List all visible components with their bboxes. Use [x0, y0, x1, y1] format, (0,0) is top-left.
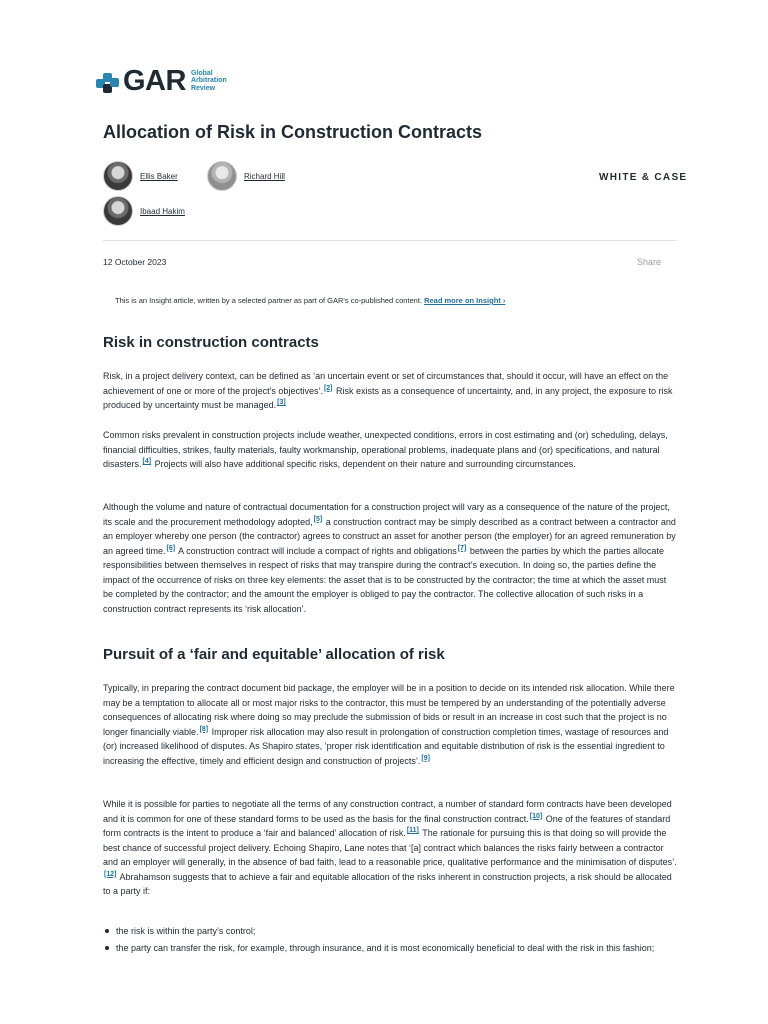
- paragraph-text: a construction contract may be simply described as a contract between a contractor and an employer whereby one person (the contractor) agrees to construct an asset for another person (the employer) for an agreed remuneration by an agreed time.: [103, 516, 676, 556]
- paragraph: [103, 500, 678, 616]
- author-link[interactable]: Ellis Baker: [140, 171, 178, 181]
- footnote-link[interactable]: [9]: [421, 754, 430, 762]
- footnote-link[interactable]: [2]: [323, 384, 333, 392]
- publish-date: 12 October 2023: [103, 257, 167, 267]
- paragraph-text: between the parties by which the parties allocate responsibilities between themselves in respect of risks that may transpire during the contract’s execution. In doing so, the parties define the impact of the occurrence of risks on three key elements: the asset that is to be constructed by the contractor; the time at which the asset must be completed by the contractor; and the amount the employer is obliged to pay the contractor. The collective allocation of such risks in a construction contract represents its ‘risk allocation’.: [103, 545, 667, 614]
- paragraph: [103, 369, 678, 413]
- section-heading-pursuit: Pursuit of a ‘fair and equitable’ allocation of risk: [103, 646, 445, 663]
- footnote-link[interactable]: [8]: [199, 725, 209, 733]
- logo-wordmark: GAR: [123, 65, 186, 97]
- footnote-link[interactable]: [7]: [457, 544, 467, 552]
- footnote-link[interactable]: [10]: [529, 812, 543, 820]
- paragraph: [103, 681, 678, 768]
- paragraph-text: Projects will also have additional specific risks, dependent on their nature and surrounding circumstances.: [152, 459, 576, 469]
- footnote-link[interactable]: [5]: [313, 515, 323, 523]
- author-link[interactable]: Ibaad Hakim: [140, 206, 185, 216]
- footnote-link[interactable]: [12]: [104, 870, 117, 878]
- footnote-link[interactable]: [4]: [142, 458, 152, 465]
- chevron-right-icon: ›: [502, 296, 506, 305]
- section-heading-risk: Risk in construction contracts: [103, 334, 319, 351]
- footnote-link[interactable]: [6]: [166, 544, 176, 552]
- avatar: [207, 161, 237, 191]
- paragraph-text: While it is possible for parties to negotiate all the terms of any construction contract, a number of standard form contracts have been developed and it is common for one of these standard forms to be used as the basis for the final construction contract.: [103, 799, 672, 824]
- paragraph-text: Abrahamson suggests that to achieve a fair and equitable allocation of the risks inherent in construction projects, a risk should be allocated to a party if:: [103, 871, 672, 896]
- author-ellis-baker[interactable]: [103, 161, 178, 191]
- paragraph: [103, 797, 678, 899]
- paragraph-text: Improper risk allocation may also result in prolongation of construction completion times, wastage of resources and (or) increased likelihood of disputes. As Shapiro states, ‘proper risk identification and equitable distribution of risk is the essential ingredient to increasing the effective, timely and efficient design and construction of projects’.: [103, 726, 669, 766]
- paragraph: [103, 428, 678, 472]
- paragraph-text: The rationale for pursuing this is that doing so will provide the best chance of successful project delivery. Echoing Shapiro, Lane notes that ‘[a] contract which balances the risks fairly between a contractor and an employer will generally, in the absence of bad faith, lead to a reasonable price, qualitative performance and the minimisation of disputes’.: [103, 828, 677, 867]
- paragraph-text: Risk, in a project delivery context, can be defined as ‘an uncertain event or set of circumstances that, should it occur, will have an effect on the achievement of one or more of the project’s objectives’.: [103, 371, 669, 396]
- paragraph-text: One of the features of standard form contracts is the intent to produce a ‘fair and balanced’ allocation of risk.: [103, 813, 671, 838]
- insight-notice: [115, 296, 505, 305]
- footnote-link[interactable]: [11]: [406, 827, 419, 834]
- paragraph-text: Common risks prevalent in construction projects include weather, unexpected conditions, errors in cost estimating and (or) scheduling, delays, financial difficulties, strikes, faulty materials, faulty workmanship, operational problems, inadequate plans and (or) specifications, and natural disasters.: [103, 430, 668, 469]
- author-ibaad-hakim[interactable]: [103, 196, 185, 226]
- share-button[interactable]: Share: [637, 257, 662, 267]
- author-link[interactable]: Richard Hill: [244, 171, 285, 181]
- insight-text: This is an Insight article, written by a selected partner as part of GAR's co-published content.: [115, 296, 422, 305]
- logo-tagline-line-1: Global: [190, 69, 213, 77]
- author-richard-hill[interactable]: [207, 161, 285, 191]
- paragraph-text: Although the volume and nature of contractual documentation for a construction project will vary as a consequence of the nature of the project, its scale and the procurement methodology adopted,: [103, 502, 670, 527]
- list-item: the party can transfer the risk, for example, through insurance, and it is most economically beneficial to deal with the risk in this fashion;: [103, 941, 678, 956]
- logo-tagline-line-2: Arbitration: [190, 77, 227, 85]
- avatar: [103, 161, 133, 191]
- avatar: [103, 196, 133, 226]
- read-more-label: Read more on Insight: [424, 296, 501, 305]
- firm-logo[interactable]: WHITE & CASE: [599, 172, 688, 183]
- criteria-list: [103, 924, 678, 957]
- divider: [103, 240, 677, 241]
- logo-tagline: [191, 70, 227, 93]
- article-title: Allocation of Risk in Construction Contracts: [103, 122, 483, 142]
- logo-tagline-line-3: Review: [190, 84, 216, 92]
- paragraph-text: Risk exists as a consequence of uncertainty, and, in any project, the exposure to risk produced by uncertainty must be managed.: [103, 385, 673, 410]
- read-more-link[interactable]: [424, 296, 505, 305]
- list-item: the risk is within the party’s control;: [103, 924, 678, 939]
- paragraph-text: Typically, in preparing the contract document bid package, the employer will be in a position to decide on its intended risk allocation. While there may be a temptation to allocate all or most major risks to the contractor, this must be tempered by an understanding of the potentially adverse consequences of allocating risk where doing so may preclude the submission of bids or result in an increase in cost such that the project is no longer financially viable.: [103, 683, 675, 737]
- gar-logo[interactable]: [96, 66, 227, 96]
- gar-logo-icon: [96, 69, 120, 93]
- paragraph-text: A construction contract will include a compact of rights and obligations: [176, 545, 457, 556]
- footnote-link[interactable]: [3]: [277, 399, 286, 406]
